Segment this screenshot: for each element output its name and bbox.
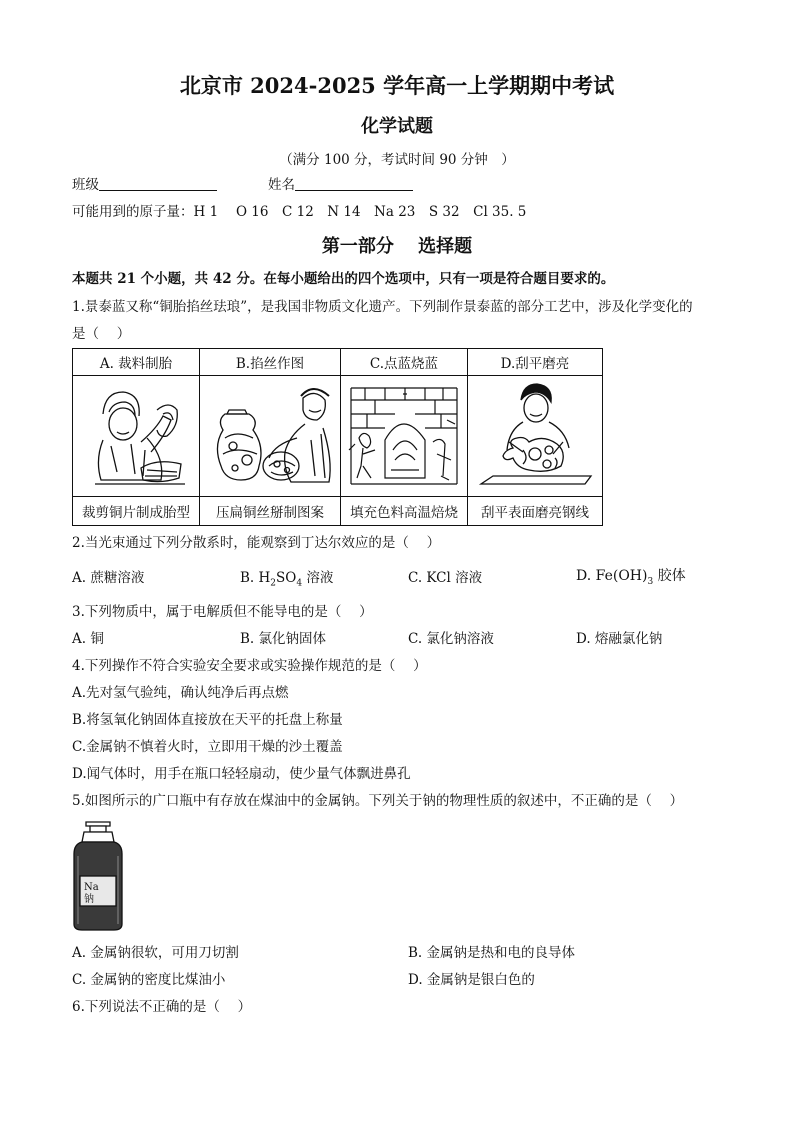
step-c-caption: 填充色料高温焙烧	[341, 497, 468, 526]
name-blank[interactable]	[295, 176, 413, 191]
formula-suffix: 胶体	[653, 568, 686, 584]
exam-note: （满分 100 分，考试时间 90 分钟 ）	[279, 152, 515, 168]
step-d-caption: 刮平表面磨亮钢线	[468, 497, 603, 526]
q2-option-d-text: D. Fe(OH)	[576, 568, 648, 584]
section-instructions: 本题共 21 个小题，共 42 分。在每小题给出的四个选项中，只有一项是符合题目要求的。	[72, 271, 615, 287]
sodium-jar-illustration	[70, 820, 126, 932]
step-c-image	[341, 376, 468, 497]
formula-suffix: 溶液	[302, 570, 334, 586]
jar-label-line2: 钠	[84, 894, 94, 905]
q3-option-b[interactable]: B. 氯化钠固体	[240, 631, 327, 647]
artisan-shaping-vase-illustration	[81, 380, 191, 492]
q5-option-c[interactable]: C. 金属钠的密度比煤油小	[72, 972, 226, 988]
q2-option-b[interactable]	[240, 569, 333, 593]
q4-option-b[interactable]: B.将氢氧化钠固体直接放在天平的托盘上称量	[72, 712, 343, 728]
class-field	[72, 176, 217, 194]
step-c-head: C.点蓝烧蓝	[341, 349, 468, 376]
q2-option-b-text: B. H	[240, 570, 271, 586]
subscript: 3	[647, 576, 654, 587]
subject-title: 化学试题	[361, 116, 433, 137]
step-a-caption: 裁剪铜片制成胎型	[73, 497, 200, 526]
class-blank[interactable]	[99, 176, 217, 191]
q1-process-table	[72, 348, 603, 526]
artisan-polishing-illustration	[473, 380, 597, 492]
step-d-image	[468, 376, 603, 497]
name-field	[268, 176, 413, 194]
step-b-image	[200, 376, 341, 497]
q4-stem: 4.下列操作不符合实验安全要求或实验操作规范的是（ ）	[72, 658, 427, 674]
q4-option-d[interactable]: D.闻气体时，用手在瓶口轻轻扇动，使少量气体飘进鼻孔	[72, 766, 411, 782]
formula-part: SO	[276, 570, 297, 586]
atomic-masses: 可能用到的原子量：H 1 O 16 C 12 N 14 Na 23 S 32 Cl 35. 5	[72, 204, 527, 220]
q4-option-a[interactable]: A.先对氢气验纯，确认纯净后再点燃	[72, 685, 289, 701]
kiln-firing-illustration	[345, 380, 463, 492]
subscript: 4	[296, 578, 303, 589]
subscript: 2	[270, 578, 277, 589]
section-title: 第一部分 选择题	[321, 236, 473, 257]
step-a-image	[73, 376, 200, 497]
q3-option-a[interactable]: A. 铜	[72, 631, 104, 647]
exam-title: 北京市 2024-2025 学年高一上学期期中考试	[179, 73, 615, 98]
q5-option-b[interactable]: B. 金属钠是热和电的良导体	[408, 945, 576, 961]
q2-option-c[interactable]: C. KCl 溶液	[408, 570, 483, 586]
q6-stem: 6.下列说法不正确的是（ ）	[72, 999, 252, 1015]
q1-stem: 1.景泰蓝又称“铜胎掐丝珐琅”，是我国非物质文化遗产。下列制作景泰蓝的部分工艺中，涉及化学变化的	[72, 299, 693, 315]
q2-stem: 2.当光束通过下列分散系时，能观察到丁达尔效应的是（ ）	[72, 535, 441, 551]
class-label: 班级	[72, 177, 99, 193]
jar-label-line1: Na	[84, 882, 99, 893]
q5-option-d[interactable]: D. 金属钠是银白色的	[408, 972, 535, 988]
q3-stem: 3.下列物质中，属于电解质但不能导电的是（ ）	[72, 604, 373, 620]
q2-option-a[interactable]: A. 蔗糖溶液	[72, 570, 145, 586]
q4-option-c[interactable]: C.金属钠不慎着火时，立即用干燥的沙土覆盖	[72, 739, 343, 755]
q1-stem-end: 是（ ）	[72, 326, 131, 342]
q5-option-a[interactable]: A. 金属钠很软，可用刀切割	[72, 945, 239, 961]
name-label: 姓名	[268, 177, 295, 193]
artisan-wire-pattern-illustration	[205, 380, 335, 492]
step-a-head: A. 裁料制胎	[73, 349, 200, 376]
q5-stem: 5.如图所示的广口瓶中有存放在煤油中的金属钠。下列关于钠的物理性质的叙述中，不正确的是（ ）	[72, 793, 684, 809]
q2-option-d[interactable]	[576, 567, 686, 591]
step-d-head: D.刮平磨亮	[468, 349, 603, 376]
step-b-caption: 压扁铜丝掰制图案	[200, 497, 341, 526]
step-b-head: B.掐丝作图	[200, 349, 341, 376]
q3-option-d[interactable]: D. 熔融氯化钠	[576, 631, 663, 647]
q3-option-c[interactable]: C. 氯化钠溶液	[408, 631, 494, 647]
